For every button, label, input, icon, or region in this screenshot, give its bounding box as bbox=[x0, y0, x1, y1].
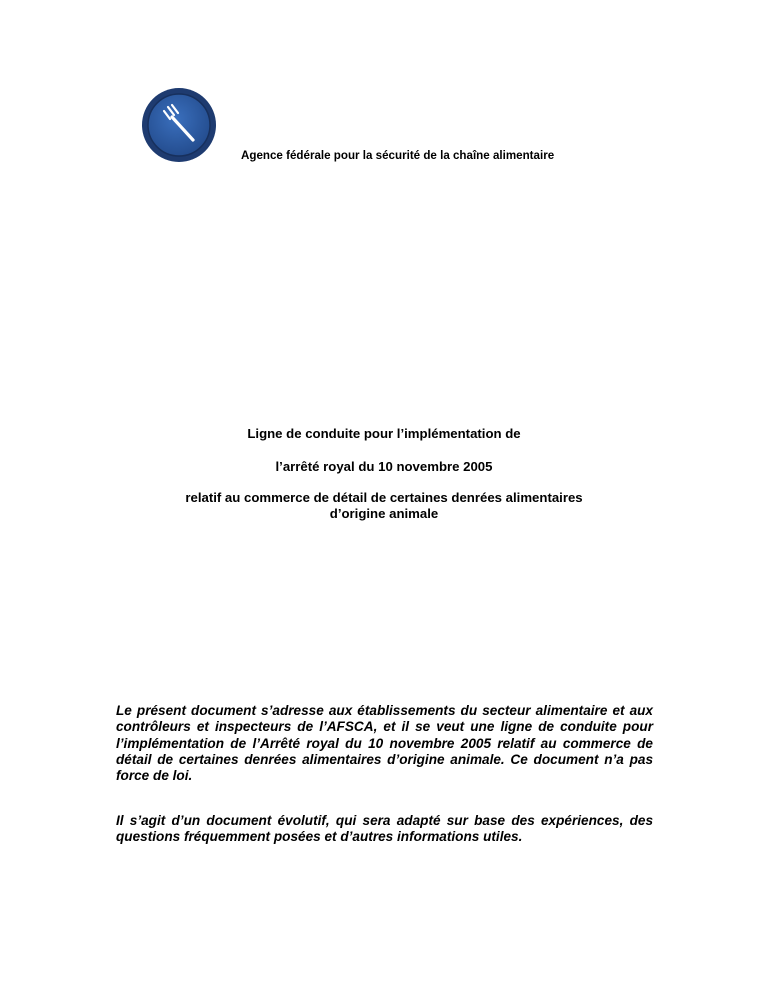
document-title-line-1: Ligne de conduite pour l’implémentation de bbox=[247, 426, 521, 441]
intro-paragraph: Le présent document s’adresse aux établissements du secteur alimentaire et aux contrôleurs et inspecteurs de l’AFSCA, et il se veut une ligne de conduite pour l’implémentation de l’Arrêté royal du 10 novembre 2005 relatif au commerce de détail de certaines denrées alimentaires d’origine animale. Ce document n’a pas force de loi. bbox=[116, 703, 653, 784]
agency-name: Agence fédérale pour la sécurité de la chaîne alimentaire bbox=[241, 149, 555, 162]
document-title-line-2: l’arrêté royal du 10 novembre 2005 bbox=[275, 459, 493, 474]
afsca-logo-icon bbox=[141, 87, 217, 163]
document-title-line-3: relatif au commerce de détail de certaines denrées alimentaires d’origine animale bbox=[185, 490, 583, 521]
evolution-paragraph: Il s’agit d’un document évolutif, qui sera adapté sur base des expériences, des questions fréquemment posées et d’autres informations utiles. bbox=[116, 813, 653, 845]
